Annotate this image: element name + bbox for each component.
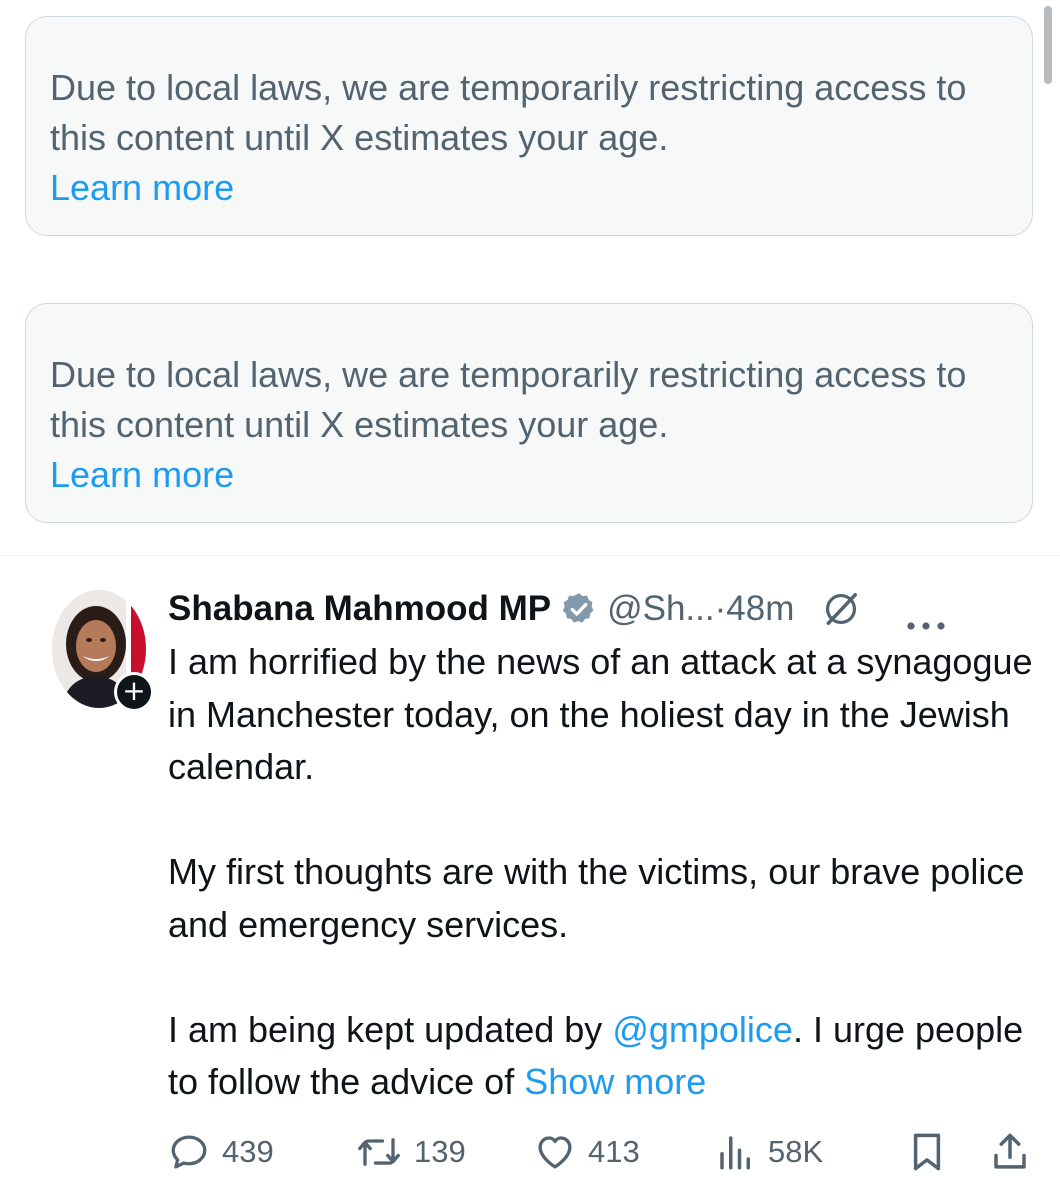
tweet-text bbox=[168, 636, 1048, 1109]
bookmark-button[interactable] bbox=[908, 1124, 946, 1180]
notice-message: Due to local laws, we are temporarily restricting access to this content until X estimates your age. bbox=[50, 354, 967, 445]
author-handle[interactable]: @Sh... bbox=[607, 589, 715, 628]
bookmark-icon bbox=[908, 1131, 946, 1173]
more-dots-icon[interactable] bbox=[904, 602, 948, 616]
grok-icon[interactable] bbox=[822, 590, 860, 628]
repost-button[interactable] bbox=[356, 1124, 466, 1180]
avatar-container[interactable] bbox=[52, 590, 148, 710]
age-restriction-notice-2 bbox=[25, 303, 1033, 523]
share-icon bbox=[990, 1131, 1030, 1173]
views-chart-icon bbox=[716, 1131, 756, 1173]
like-count: 413 bbox=[588, 1134, 640, 1169]
tweet-paragraph-3 bbox=[168, 1004, 1048, 1109]
divider bbox=[0, 555, 1060, 556]
tweet-actions-bar bbox=[168, 1124, 1038, 1180]
reply-count: 439 bbox=[222, 1134, 274, 1169]
repost-icon bbox=[356, 1131, 402, 1173]
reply-button[interactable] bbox=[168, 1124, 274, 1180]
reply-icon bbox=[168, 1131, 210, 1173]
age-restriction-notice-1 bbox=[25, 16, 1033, 236]
verified-badge-icon bbox=[561, 591, 597, 627]
author-name[interactable]: Shabana Mahmood MP bbox=[168, 589, 552, 628]
views-count: 58K bbox=[768, 1134, 824, 1169]
heart-icon bbox=[534, 1131, 576, 1173]
views-button[interactable] bbox=[716, 1124, 823, 1180]
repost-count: 139 bbox=[414, 1134, 466, 1169]
learn-more-link[interactable]: Learn more bbox=[50, 167, 235, 208]
tweet-header bbox=[168, 584, 1048, 634]
scrollbar[interactable] bbox=[1044, 6, 1052, 84]
learn-more-link[interactable]: Learn more bbox=[50, 454, 235, 495]
like-button[interactable] bbox=[534, 1124, 640, 1180]
tweet-paragraph-2: My first thoughts are with the victims, our brave police and emergency services. bbox=[168, 851, 1025, 945]
follow-plus-button[interactable]: + bbox=[114, 672, 154, 712]
show-more-link[interactable]: Show more bbox=[524, 1061, 707, 1102]
mention-link[interactable]: @gmpolice bbox=[612, 1008, 793, 1050]
share-button[interactable] bbox=[990, 1124, 1030, 1180]
tweet-text-segment: I am being kept updated by bbox=[168, 1008, 613, 1050]
notice-message: Due to local laws, we are temporarily restricting access to this content until X estimates your age. bbox=[50, 67, 967, 158]
tweet-text-segment: . I urge people to follow the advice of bbox=[168, 1008, 1024, 1102]
tweet-timestamp[interactable]: ·48m bbox=[714, 589, 795, 628]
tweet-paragraph-1: I am horrified by the news of an attack at a synagogue in Manchester today, on the holiest day in the Jewish calendar. bbox=[168, 641, 1033, 787]
